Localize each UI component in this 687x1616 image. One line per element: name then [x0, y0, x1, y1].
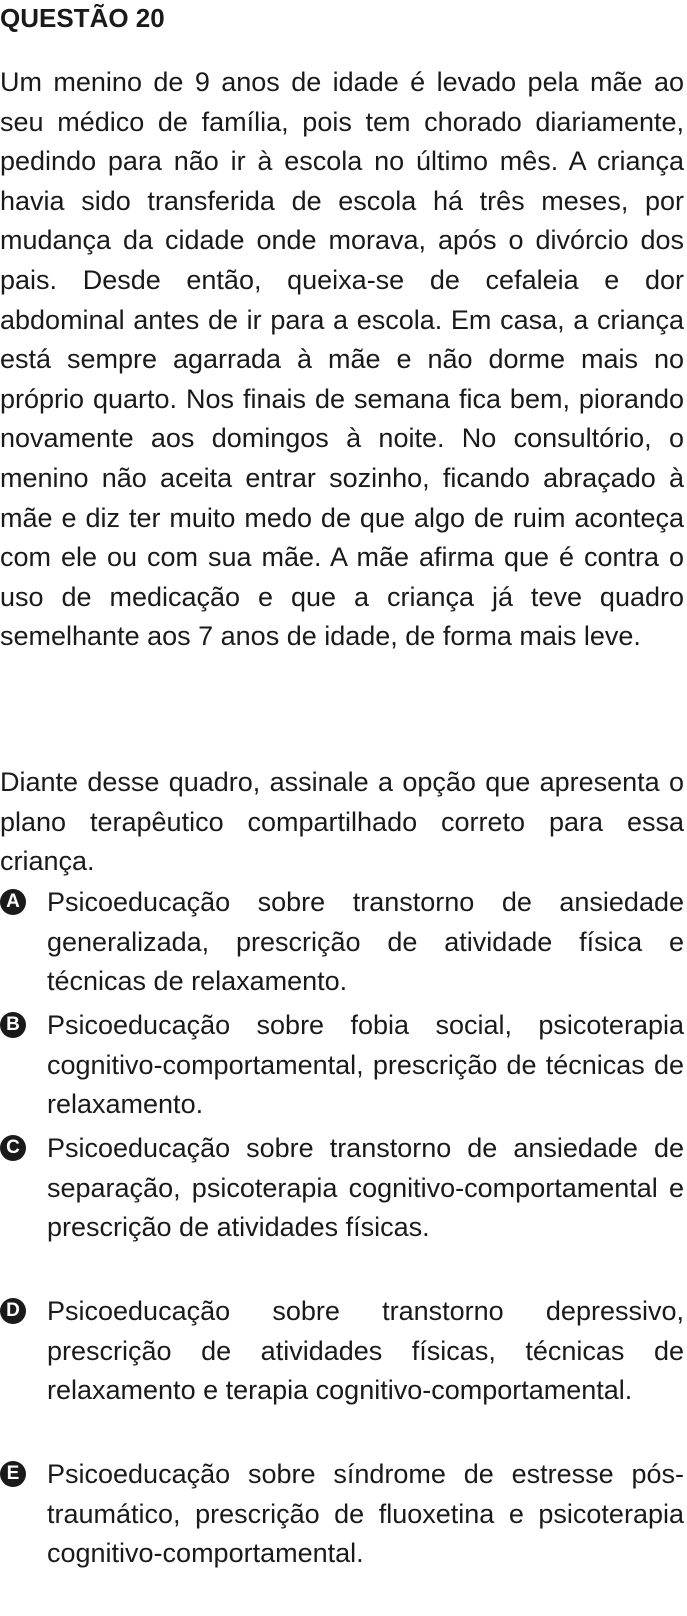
- question-stem: Um menino de 9 anos de idade é levado pela mãe ao seu médico de família, pois tem chorado diariamente, pedindo para não ir à escola no último mês. A criança havia sido transferida de escola há três meses, por mudança da cidade onde morava, após o divórcio dos pais. Desde então, queixa-se de cefaleia e dor abdominal antes de ir para a escola. Em casa, a criança está sempre agarrada à mãe e não dorme mais no próprio quarto. Nos finais de semana fica bem, piorando novamente aos domingos à noite. No consultório, o menino não aceita entrar sozinho, ficando abraçado à mãe e diz ter muito medo de que algo de ruim aconteça com ele ou com sua mãe. A mãe afirma que é contra o uso de medicação e que a criança já teve quadro semelhante aos 7 anos de idade, de forma mais leve.: [0, 67, 684, 652]
- option-b-letter-badge: B: [0, 1012, 26, 1038]
- option-b-text: Psicoeducação sobre fobia social, psicoterapia cognitivo-comportamental, prescrição de técnicas de relaxamento.: [47, 1010, 684, 1120]
- option-d-letter-badge: D: [0, 1298, 26, 1324]
- option-e-text: Psicoeducação sobre síndrome de estresse pós-traumático, prescrição de fluoxetina e psicoterapia cognitivo-comportamental.: [47, 1459, 684, 1569]
- option-e-letter-badge: E: [0, 1461, 26, 1487]
- option-a-text: Psicoeducação sobre transtorno de ansiedade generalizada, prescrição de atividade física e técnicas de relaxamento.: [47, 887, 684, 997]
- option-c-letter-badge: C: [0, 1135, 26, 1161]
- option-c-text: Psicoeducação sobre transtorno de ansiedade de separação, psicoterapia cognitivo-comportamental e prescrição de atividades físicas.: [47, 1133, 684, 1243]
- question-title: QUESTÃO 20: [0, 3, 165, 33]
- question-prompt: Diante desse quadro, assinale a opção que apresenta o plano terapêutico compartilhado correto para essa criança.: [0, 767, 684, 877]
- option-d-text: Psicoeducação sobre transtorno depressivo, prescrição de atividades físicas, técnicas de relaxamento e terapia cognitivo-comportamental.: [47, 1296, 684, 1406]
- option-a-letter-badge: A: [0, 889, 26, 915]
